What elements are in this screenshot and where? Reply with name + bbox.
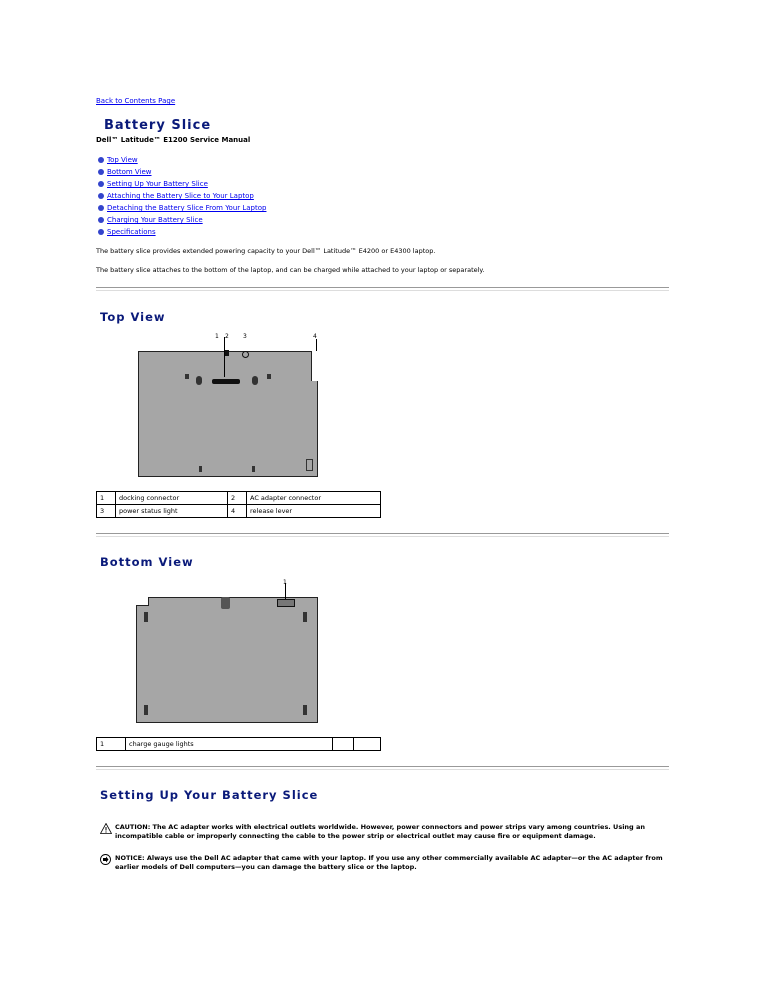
- toc-item: [98, 214, 266, 226]
- table-cell: 3: [97, 505, 116, 518]
- latch: [267, 374, 271, 379]
- table-cell: [354, 738, 381, 751]
- notice-icon: [100, 854, 111, 865]
- bullet-icon: [98, 217, 104, 223]
- page-subtitle: Dell™ Latitude™ E1200 Service Manual: [96, 136, 251, 144]
- bottom-view-illustration: [134, 579, 320, 725]
- bullet-icon: [98, 229, 104, 235]
- callout-label: 2: [225, 333, 229, 340]
- toc-link-attaching[interactable]: Attaching the Battery Slice to Your Laptop: [107, 192, 254, 200]
- bullet-icon: [98, 157, 104, 163]
- notice-note: [100, 854, 670, 874]
- bullet-icon: [98, 169, 104, 175]
- callout-label: 1: [215, 333, 219, 340]
- back-to-contents-link[interactable]: Back to Contents Page: [96, 97, 176, 105]
- callout-label: 3: [243, 333, 247, 340]
- caution-text: CAUTION: The AC adapter works with electrical outlets worldwide. However, power connectors and power strips vary among countries. Using an incompatible cable or improperly connecting the cable to the power strip or electrical outlet may cause fire or equipment damage.: [115, 823, 645, 840]
- docking-connector: [212, 379, 240, 384]
- table-cell: charge gauge lights: [126, 738, 333, 751]
- top-view-heading: Top View: [100, 310, 166, 324]
- toc-link-detaching[interactable]: Detaching the Battery Slice From Your Laptop: [107, 204, 267, 212]
- latch: [185, 374, 189, 379]
- vent: [303, 705, 307, 715]
- toc-link-bottom-view[interactable]: Bottom View: [107, 168, 152, 176]
- foot: [196, 376, 202, 385]
- divider: [96, 766, 669, 770]
- table-cell: 2: [228, 492, 247, 505]
- table-cell: power status light: [116, 505, 228, 518]
- divider: [96, 533, 669, 537]
- vent: [144, 705, 148, 715]
- vent: [144, 612, 148, 622]
- table-cell: 1: [97, 738, 126, 751]
- caution-icon: [100, 823, 112, 834]
- release-tab: [221, 597, 230, 609]
- table-cell: [333, 738, 354, 751]
- slot: [252, 466, 255, 472]
- bottom-view-legend-table: [96, 737, 381, 751]
- toc-item: [98, 202, 266, 214]
- toc-link-specifications[interactable]: Specifications: [107, 228, 156, 236]
- setting-up-heading: Setting Up Your Battery Slice: [100, 788, 319, 802]
- bullet-icon: [98, 193, 104, 199]
- intro-paragraph: The battery slice provides extended powering capacity to your Dell™ Latitude™ E4200 or E4300 laptop.: [96, 247, 436, 255]
- callout-label: 4: [313, 333, 317, 340]
- table-cell: 1: [97, 492, 116, 505]
- table-cell: AC adapter connector: [247, 492, 381, 505]
- table-row: [97, 492, 381, 505]
- top-view-legend-table: [96, 491, 381, 518]
- slot: [199, 466, 202, 472]
- toc-item: [98, 166, 266, 178]
- toc-item: [98, 154, 266, 166]
- corner-notch: [136, 597, 149, 606]
- toc-item: [98, 178, 266, 190]
- table-cell: 4: [228, 505, 247, 518]
- caution-note: [100, 823, 670, 843]
- intro-paragraph: The battery slice attaches to the bottom of the laptop, and can be charged while attached to your laptop or separately.: [96, 266, 485, 274]
- table-of-contents: [98, 154, 266, 238]
- vent: [303, 612, 307, 622]
- table-cell: release lever: [247, 505, 381, 518]
- toc-item: [98, 226, 266, 238]
- table-row: [97, 738, 381, 751]
- battery-top-panel: [138, 351, 318, 477]
- battery-bottom-panel: [136, 597, 318, 723]
- notice-text: NOTICE: Always use the Dell AC adapter that came with your laptop. If you use any other commercially available AC adapter—or the AC adapter from earlier models of Dell computers—you can damage the battery slice or the laptop.: [115, 854, 663, 871]
- top-view-illustration: [136, 333, 322, 479]
- foot: [252, 376, 258, 385]
- bottom-view-heading: Bottom View: [100, 555, 194, 569]
- release-lever: [311, 351, 319, 381]
- toc-link-setting-up[interactable]: Setting Up Your Battery Slice: [107, 180, 208, 188]
- table-row: [97, 505, 381, 518]
- callout-line: [224, 337, 225, 377]
- toc-link-top-view[interactable]: Top View: [107, 156, 138, 164]
- divider: [96, 287, 669, 291]
- charge-gauge-lights: [277, 599, 295, 607]
- page-title: Battery Slice: [104, 118, 212, 133]
- toc-item: [98, 190, 266, 202]
- slot: [306, 459, 313, 471]
- power-status-light: [242, 351, 249, 358]
- toc-link-charging[interactable]: Charging Your Battery Slice: [107, 216, 203, 224]
- table-cell: docking connector: [116, 492, 228, 505]
- bullet-icon: [98, 205, 104, 211]
- callout-line: [316, 339, 317, 351]
- bullet-icon: [98, 181, 104, 187]
- callout-label: 1: [283, 579, 287, 586]
